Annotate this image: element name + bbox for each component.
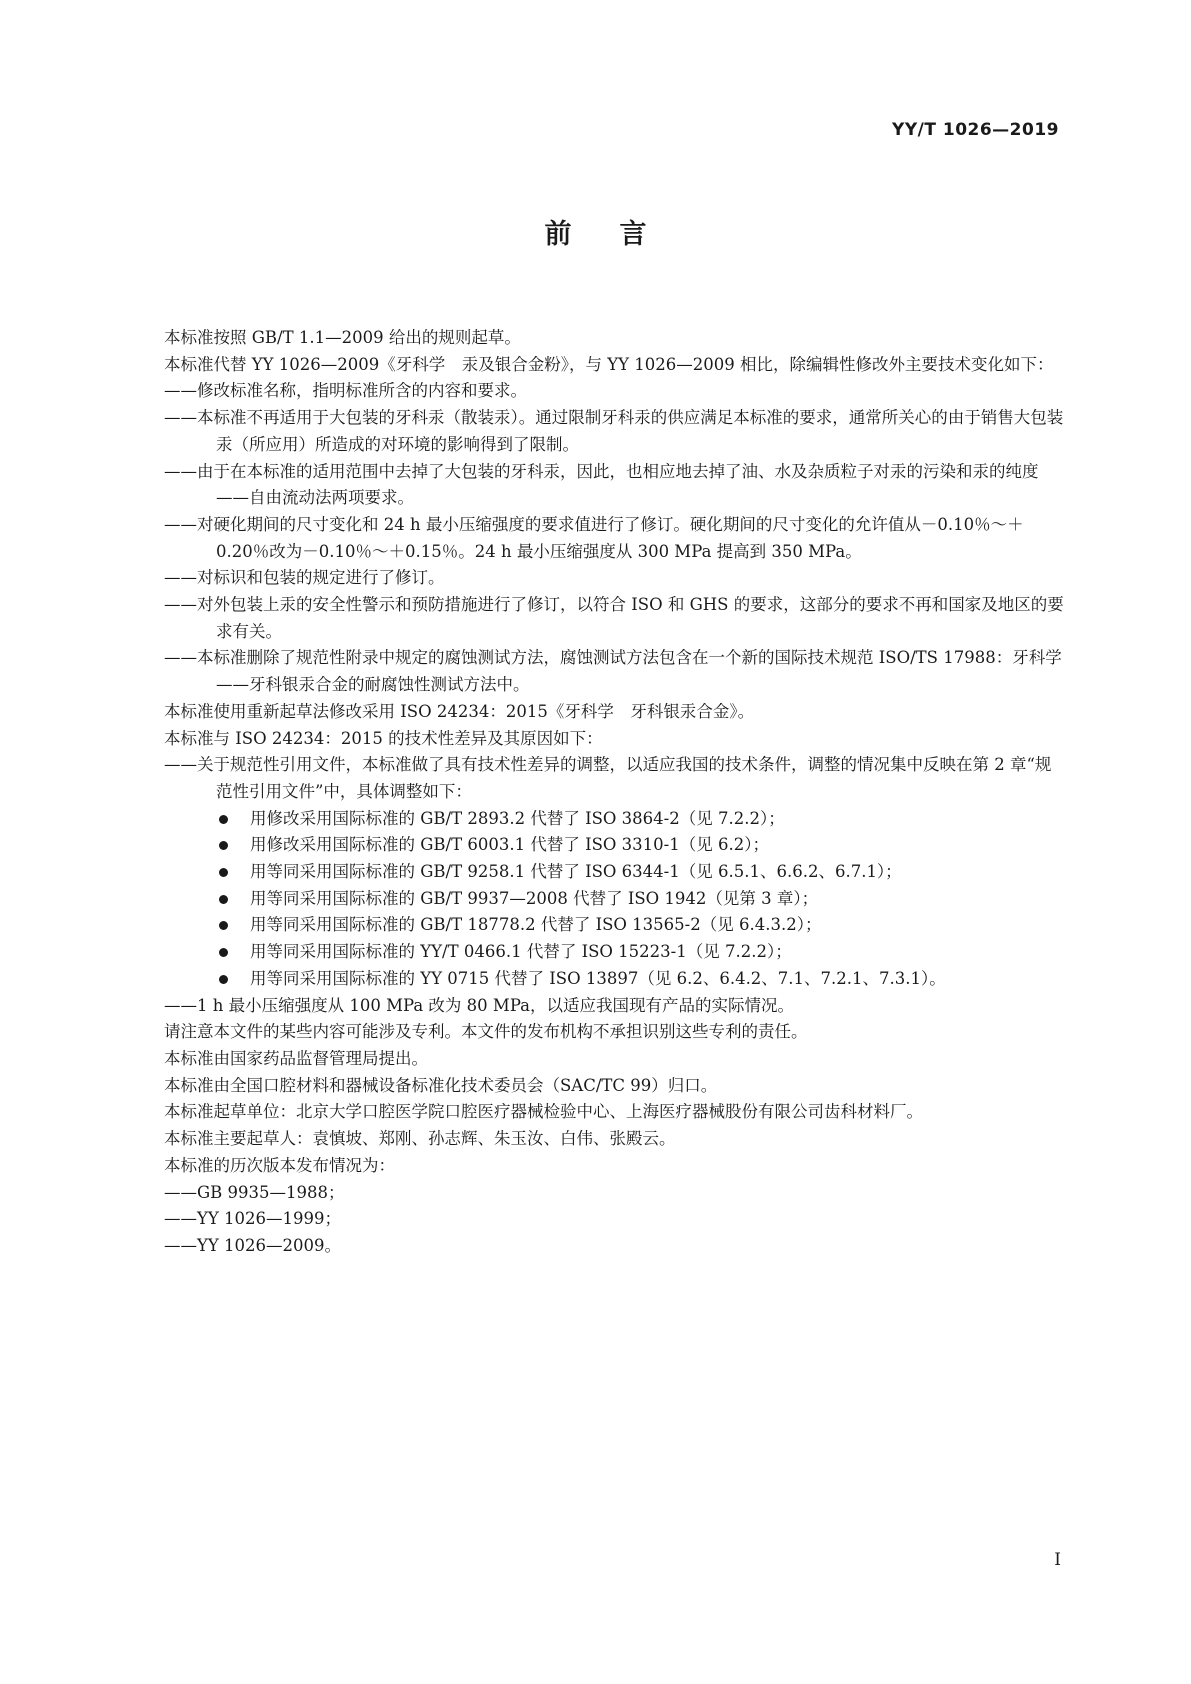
bullet-dot-icon: [219, 895, 228, 904]
bullet-text: 用等同采用国际标准的 GB/T 9258.1 代替了 ISO 6344-1（见 6.5.1、6.6.2、6.7.1）；: [250, 862, 902, 882]
paragraph: 本标准的历次版本发布情况为：: [164, 1155, 395, 1175]
bullet-item: [124, 912, 1064, 939]
bullet-text: 用等同采用国际标准的 GB/T 18778.2 代替了 ISO 13565-2（见 6.4.3.2）；: [250, 915, 822, 935]
bullet-dot-icon: [219, 921, 228, 930]
dash-item: ——由于在本标准的适用范围中去掉了大包装的牙科汞，因此，也相应地去掉了油、水及杂质粒子对汞的污染和汞的纯度——自由流动法两项要求。: [164, 461, 1039, 508]
dash-item: ——YY 1026—1999；: [164, 1209, 342, 1229]
dash-item: ——对硬化期间的尺寸变化和 24 h 最小压缩强度的要求值进行了修订。硬化期间的尺寸变化的允许值从－0.10％～＋0.20％改为－0.10％～＋0.15％。24 h 最小压缩强度从 300 MPa 提高到 350 MPa。: [164, 514, 1024, 561]
bullet-text: 用修改采用国际标准的 GB/T 6003.1 代替了 ISO 3310-1（见 6.2）；: [250, 835, 769, 855]
paragraph: 本标准由全国口腔材料和器械设备标准化技术委员会（SAC/TC 99）归口。: [164, 1075, 718, 1095]
dash-item: ——对外包装上汞的安全性警示和预防措施进行了修订，以符合 ISO 和 GHS 的要求，这部分的要求不再和国家及地区的要求有关。: [164, 595, 1064, 641]
dash-item: ——GB 9935—1988；: [164, 1182, 345, 1202]
bullet-text: 用修改采用国际标准的 GB/T 2893.2 代替了 ISO 3864-2（见 7.2.2）；: [250, 808, 785, 828]
paragraph: 本标准起草单位：北京大学口腔医学院口腔医疗器械检验中心、上海医疗器械股份有限公司齿科材料厂。: [164, 1102, 923, 1122]
dash-item: ——对标识和包装的规定进行了修订。: [164, 568, 445, 588]
bullet-dot-icon: [219, 841, 228, 850]
bullet-item: [124, 886, 1064, 913]
paragraph: 本标准与 ISO 24234：2015 的技术性差异及其原因如下：: [164, 728, 603, 748]
page-title: 前言: [544, 219, 695, 250]
bullet-dot-icon: [219, 975, 228, 984]
foreword-body: [124, 325, 1064, 1260]
bullet-dot-icon: [219, 815, 228, 824]
bullet-item: [124, 859, 1064, 886]
paragraph: 本标准按照 GB/T 1.1—2009 给出的规则起草。: [164, 328, 521, 347]
bullet-item: [124, 832, 1064, 859]
bullet-dot-icon: [219, 868, 228, 877]
bullet-text: 用等同采用国际标准的 YY 0715 代替了 ISO 13897（见 6.2、6.4.2、7.1、7.2.1、7.3.1）。: [250, 968, 946, 988]
dash-item: ——本标准删除了规范性附录中规定的腐蚀测试方法，腐蚀测试方法包含在一个新的国际技术规范 ISO/TS 17988：牙科学——牙科银汞合金的耐腐蚀性测试方法中。: [164, 648, 1062, 695]
standard-code: YY/T 1026—2019: [892, 120, 1059, 140]
paragraph: 本标准主要起草人：袁慎坡、郑刚、孙志辉、朱玉汝、白伟、张殿云。: [164, 1129, 676, 1149]
bullet-text: 用等同采用国际标准的 GB/T 9937—2008 代替了 ISO 1942（见第 3 章）；: [250, 888, 819, 908]
paragraph: 请注意本文件的某些内容可能涉及专利。本文件的发布机构不承担识别这些专利的责任。: [164, 1022, 808, 1042]
dash-item: ——YY 1026—2009。: [164, 1235, 342, 1255]
dash-item: ——本标准不再适用于大包装的牙科汞（散装汞）。通过限制牙科汞的供应满足本标准的要求，通常所关心的由于销售大包装汞（所应用）所造成的对环境的影响得到了限制。: [164, 408, 1064, 454]
dash-item: ——1 h 最小压缩强度从 100 MPa 改为 80 MPa，以适应我国现有产品的实际情况。: [164, 995, 795, 1015]
bullet-item: [124, 806, 1064, 833]
bullet-dot-icon: [219, 948, 228, 957]
bullet-item: [124, 966, 1064, 993]
paragraph: 本标准使用重新起草法修改采用 ISO 24234：2015《牙科学 牙科银汞合金》。: [164, 701, 755, 721]
paragraph: 本标准由国家药品监督管理局提出。: [164, 1048, 428, 1068]
page-number: I: [1054, 1550, 1061, 1570]
paragraph: 本标准代替 YY 1026—2009《牙科学 汞及银合金粉》，与 YY 1026—2009 相比，除编辑性修改外主要技术变化如下：: [164, 354, 1054, 374]
dash-item: ——关于规范性引用文件，本标准做了具有技术性差异的调整，以适应我国的技术条件，调整的情况集中反映在第 2 章“规范性引用文件”中，具体调整如下：: [164, 755, 1052, 801]
bullet-text: 用等同采用国际标准的 YY/T 0466.1 代替了 ISO 15223-1（见 7.2.2）；: [250, 942, 792, 962]
dash-item: ——修改标准名称，指明标准所含的内容和要求。: [164, 381, 527, 401]
bullet-item: [124, 939, 1064, 966]
